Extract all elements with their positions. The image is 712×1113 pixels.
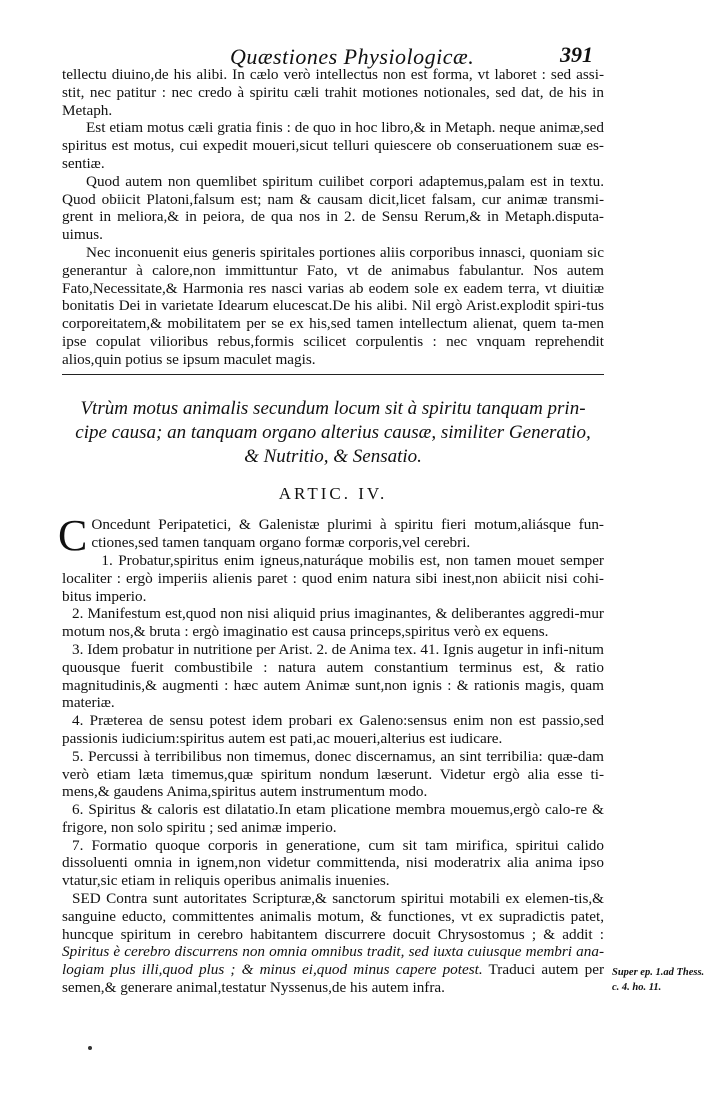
ink-speck xyxy=(88,1046,92,1050)
numbered-paragraph: 2. Manifestum est,quod non nisi aliquid prius imaginantes, & deliberantes aggredi-mur motum nos,& bruta : ergò imaginatio est causa princeps,spiritus verò ex equens. xyxy=(62,605,604,641)
numbered-paragraph: 6. Spiritus & caloris est dilatatio.In etam plicatione membra mouemus,ergò calo-re & frigore, non solo spiritu ; sed animæ imperio. xyxy=(62,801,604,836)
article-opening xyxy=(58,511,604,561)
paragraph: Quod autem non quemlibet spiritum cuilibet corpori adaptemus,palam est in textu. Quod obiicit Platoni,falsum est; nam & causam dicit,licet falsam, cur animæ transmi-grent in meliora,& in peiora, de qua nos in 2. de Sensu Rerum,& in Metaph.disputa-uimus. xyxy=(62,172,604,244)
opening-text: Oncedunt Peripatetici, & Galenistæ plurimi à spiritu fieri motum,aliásque fun-ctiones,sed tamen tanquam organo formæ corporis,vel cerebri. xyxy=(91,516,604,552)
drop-cap: C xyxy=(58,511,88,561)
closing-suffix: Traduci autem per semen,& generare animal,testatur Nyssenus,de his autem infra. xyxy=(62,961,604,997)
paragraph: Est etiam motus cæli gratia finis : de quo in hoc libro,& in Metaph. neque animæ,sed spiritus est motus, cui expedit moueri,sicut telluri quiescere ob conseruationem suæ es-sentiæ. xyxy=(62,119,604,172)
page-body xyxy=(58,66,604,997)
closing-prefix: SED Contra sunt autoritates Scripturæ,& sanctorum spiritui motabili ex elemen-tis,& sanguine educto, committentes animalis motum, & functiones, vt ex supradictis patet, huncque spiritum in cerebro habitantem discurrere docuit Chrysostomus ; & addit : xyxy=(62,890,604,943)
article-label: ARTIC. IV. xyxy=(278,483,388,503)
numbered-paragraph: 5. Percussi à terribilibus non timemus, donec discernamus, an sint terribilia: quæ-dam verò etiam læta timemus,quæ spiritum nondum læserunt. Videtur ergò alia esse ti-mens,& gaudens Anima,spiritus autem instrumentum modo. xyxy=(62,747,604,801)
closing-paragraph xyxy=(62,890,604,997)
running-head: Quæstiones Physiologicæ. xyxy=(230,44,475,69)
margin-note: Super ep. 1.ad Thess. c. 4. ho. 11. xyxy=(612,967,705,993)
numbered-paragraph: 7. Formatio quoque corporis in generatione, cum sit tam mirifica, spiritui calido dissoluenti omnia in ignem,non videtur committenda, nisi moderatrix alia anima ipso vtatur,sic etiam in reliquis operibus animalis inuenies. xyxy=(62,836,604,890)
page-number: 391 xyxy=(560,42,593,67)
numbered-paragraph: 3. Idem probatur in nutritione per Arist. 2. de Anima tex. 41. Ignis augetur in infi-nitum quousque fuerit combustibile : natura autem constantium terminus est, & ratio magnitudinis,& augmenti : hæc autem Animæ sunt,non ignis : & rationis magis, quam materiæ. xyxy=(62,640,604,712)
section-divider xyxy=(62,374,604,375)
paragraph: tellectu diuino,de his alibi. In cælo verò intellectus non est forma, vt laboret : sed assi-stit, nec patitur : nec credo à spiritu cæli trahit motiones notionales, sed dat, de his in Metaph. xyxy=(62,66,604,119)
section-heading: Vtrùm motus animalis secundum locum sit à spiritu tanquam prin-cipe causa; an tanquam organo alterius causæ, similiter Generatio, & Nutritio, & Sensatio. xyxy=(75,397,591,467)
chrysostom-quote: Spiritus è cerebro discurrens non omnia omnibus tradit, sed iuxta cuiusque membri ana-logiam plus illi,quod plus ; & minus ei,quod minus capere potest. xyxy=(62,943,604,979)
numbered-paragraph: 1. Probatur,spiritus enim igneus,naturáque mobilis est, non tamen mouet semper localiter : ergò imperiis alienis paret : quod enim natura sibi inest,non abiicit nisi cohi-bitus imperio. xyxy=(62,551,604,605)
numbered-paragraph: 4. Præterea de sensu potest idem probari ex Galeno:sensus enim non est passio,sed passionis iudicium:spiritus autem est pati,ac moueri,alterius est iudicare. xyxy=(62,712,604,747)
paragraph: Nec inconuenit eius generis spiritales portiones aliis corporibus innasci, quoniam sic generantur à calore,non immittuntur Fato, vt de animabus fabulantur. Nos autem Fato,Necessitate,& Harmonia res nasci varias ab eodem sole ex eadem terra, vt diuitiæ bonitatis Dei in varietate Idearum elucescat.De his alibi. Nil ergò Arist.explodit spiri-tus corporeitatem,& mobilitatem per se ex his,sed tamen intellectum alienat, quem ta-men ipse copulat vilioribus rebus,formis scilicet corpulentis : nec vnquam reprehendit alios,quin potius se ipsum maculet magis. xyxy=(62,243,604,368)
